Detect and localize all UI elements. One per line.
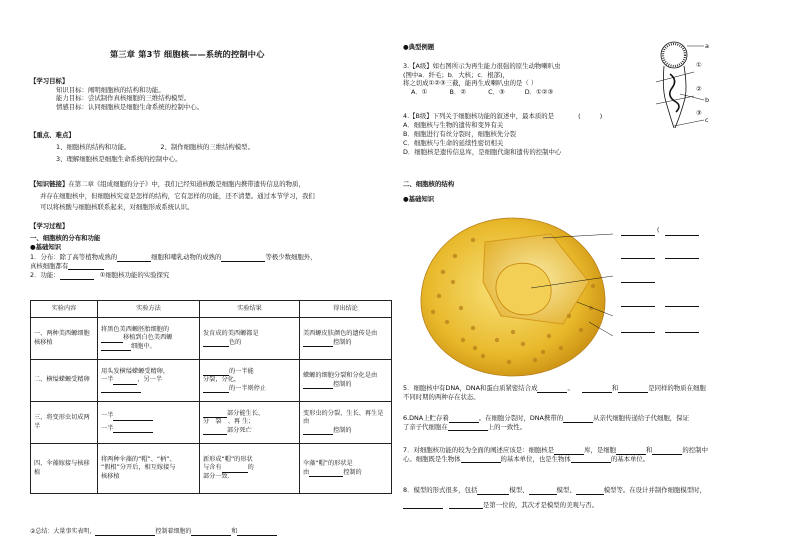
- goal-ability: 能力目标：尝试制作真核细胞的三维结构模型。: [56, 94, 191, 103]
- key-point-3: 3、理解细胞核是细胞生命系统的控制中心。: [56, 155, 182, 164]
- diagram-label-c: c: [705, 116, 709, 124]
- q1-text-b: 细胞和哺乳动物的成熟的: [151, 252, 222, 261]
- row2-content: 二、横缢蝾螈受精卵: [31, 360, 98, 402]
- blank-q6-1[interactable]: [449, 415, 479, 423]
- q3-text-b: (图中a．纤毛；b．大核；c．根部)，: [403, 70, 509, 79]
- key-point-2: 2、制作细胞核的三维结构模型。: [160, 142, 254, 151]
- key-point-1: 1、细胞核的结构和功能。: [56, 142, 131, 151]
- learning-goals: [30, 77, 395, 112]
- q1-text-c: 等极少数细胞外，: [265, 252, 317, 261]
- table-row: [31, 318, 392, 360]
- row3-result: 部分能生长、 分 裂 、再 生； 部分死亡: [200, 402, 300, 444]
- blank-row4-conclusion[interactable]: [309, 469, 343, 477]
- blank-row3-half-a[interactable]: [113, 413, 153, 421]
- q4-option-b[interactable]: B．细胞进行有丝分裂时，细胞核先分裂: [403, 129, 517, 138]
- blank-q1-plant[interactable]: [117, 254, 151, 262]
- key-points: [30, 131, 395, 164]
- section2-heading: 二、细胞核的结构: [403, 180, 455, 188]
- table-row: [31, 360, 392, 402]
- q3-text-a: 3.【A级】如右图所示为再生能力很强的原生动物喇叭虫: [403, 62, 561, 70]
- blank-summary-1[interactable]: [95, 528, 155, 536]
- blank-nucleus-label-2[interactable]: [621, 252, 655, 259]
- typical-examples: [403, 43, 775, 52]
- blank-q7-2[interactable]: [616, 447, 646, 455]
- diagram-label-b: b: [705, 96, 710, 104]
- q4-option-d[interactable]: D．细胞核是遗传信息库，是细胞代谢和遗传的控制中心: [403, 148, 562, 157]
- row1-method: 将黑色美西螈胚胎细胞的 移植到白色美西螈 细胞中。: [98, 318, 200, 360]
- blank-row2-conclusion[interactable]: [303, 381, 333, 389]
- blank-row3-result-b[interactable]: [203, 427, 227, 435]
- goal-knowledge: 知识目标：阐明细胞核的结构和功能。: [56, 85, 165, 94]
- blank-row3-conclusion[interactable]: [303, 427, 333, 435]
- section2-basic-label: ●基础知识: [403, 194, 435, 203]
- row3-content: 三、将变形虫切成两半: [31, 402, 98, 444]
- row4-conclusion: 伞藻“帽”的形状是 由 控制的: [300, 444, 392, 494]
- summary-line: ②总结：大量事实表明， 控制着细胞的 和: [30, 528, 395, 536]
- question-5: 5．细胞核中有DNA，DNA和蛋白质紧密结合成 。 和 是同样的物质在细胞 不同时期的两种存在状态。: [403, 384, 775, 401]
- label-leader-b: [680, 94, 704, 100]
- nucleolus: [496, 263, 551, 315]
- blank-summary-2[interactable]: [191, 528, 231, 536]
- process-heading: 【学习过程】: [30, 222, 69, 230]
- blank-summary-3[interactable]: [237, 528, 277, 536]
- blank-nucleus-label-4b[interactable]: [665, 300, 699, 307]
- blank-row3-half-b[interactable]: [113, 425, 153, 433]
- typical-heading: ●典型例题: [403, 43, 435, 51]
- blank-row1-method[interactable]: [101, 335, 123, 343]
- q1-text-d: 真核细胞都有: [30, 261, 69, 270]
- blank-nucleus-label-5[interactable]: [621, 326, 655, 333]
- blank-q7-4[interactable]: [461, 455, 501, 463]
- blank-q6-3[interactable]: [448, 423, 488, 431]
- row1-conclusion: 美西螈皮肤颜色的遗传是由 控制的: [300, 318, 392, 360]
- protozoan-head-outline: [661, 42, 687, 68]
- blank-q5-3[interactable]: [618, 385, 648, 393]
- diagram-label-a: a: [705, 42, 709, 50]
- row2-conclusion: 蝾螈的细胞分裂和分化是由 控制的: [300, 360, 392, 402]
- section1-heading: 一、细胞核的分布和功能: [30, 233, 101, 242]
- q4-text: 4.【B级】下列关于细胞核功能的叙述中，最本质的是: [403, 112, 555, 120]
- blank-q7-1[interactable]: [554, 447, 584, 455]
- section2-header: [403, 180, 775, 203]
- table-header: 实验内容: [31, 301, 98, 318]
- question-4: [403, 112, 703, 158]
- goals-heading: 【学习目标】: [30, 77, 69, 85]
- row4-method: 将两种伞藻的“帽”、“柄”、 “假根”分开后，相互嫁接与 核移植: [98, 444, 200, 494]
- table-header: 实验方法: [98, 301, 200, 318]
- blank-q6-2[interactable]: [563, 415, 593, 423]
- row4-content: 四、伞藻嫁接与核移植: [31, 444, 98, 494]
- cut-line-2: [656, 96, 694, 104]
- row2-method: 用头发横缢蝾螈受精卵， 一半 ，另一半: [98, 360, 200, 402]
- blank-q1-mammal[interactable]: [221, 254, 265, 262]
- row1-content: 一、两种美西螈细胞核移植: [31, 318, 98, 360]
- blank-q7-3[interactable]: [652, 447, 682, 455]
- row4-result: 新形成“帽”的形状 与含有 的 部分一致.: [200, 444, 300, 494]
- macronucleus-chain: [670, 74, 679, 112]
- row2-result: 的一半能 分裂，分化， 的一半则停止: [200, 360, 300, 402]
- blank-q8-3[interactable]: [576, 487, 604, 495]
- blank-nucleus-label-4[interactable]: [621, 300, 655, 307]
- table-header-row: [31, 301, 392, 318]
- blank-row1-method-2[interactable]: [101, 343, 131, 351]
- experiment-table: [30, 300, 392, 494]
- link-text-3: 可以将核酸与细胞核联系起来，对细胞形成系统认识。: [40, 203, 194, 212]
- q1-text-a: 1．分布：除了高等植物成熟的: [30, 252, 118, 261]
- experiment-table-wrap: [30, 300, 395, 494]
- blank-row4-result[interactable]: [222, 465, 248, 473]
- q4-answer-blank[interactable]: ( ): [578, 112, 603, 120]
- blank-q7-5[interactable]: [571, 455, 611, 463]
- diagram-label-2: ②: [696, 85, 702, 93]
- key-heading: 【重点、难点】: [30, 131, 75, 139]
- blank-nucleus-label-5b[interactable]: [665, 326, 699, 333]
- q3-option-a[interactable]: A．①: [411, 87, 428, 96]
- table-row: [31, 402, 392, 444]
- q3-option-d[interactable]: D．①②③: [524, 87, 554, 96]
- blank-q8-4[interactable]: [403, 501, 443, 509]
- blank-q8-5[interactable]: [449, 501, 483, 509]
- blank-q1-nucleus[interactable]: [68, 262, 104, 270]
- blank-row2-half-a[interactable]: [113, 377, 137, 385]
- blank-q8-1[interactable]: [477, 487, 509, 495]
- q4-option-c[interactable]: C．细胞核与生命的延续性密切相关: [403, 139, 504, 148]
- basic-knowledge-label: ●基础知识: [30, 243, 62, 252]
- question-8: 8．模型的形式很多，包括 模型、 模型、 模型等。在设计并制作细胞模型时， 是第一位的，其次才是模型的美观与否。: [403, 486, 706, 509]
- blank-row1-result[interactable]: [203, 339, 229, 347]
- table-header: 实验结果: [200, 301, 300, 318]
- nucleus-label-paren: (: [657, 227, 660, 234]
- blank-q5-1[interactable]: [537, 385, 567, 393]
- knowledge-link: [30, 180, 395, 212]
- row3-conclusion: 变形虫的分裂、生长、再生是由 控制的: [300, 402, 392, 444]
- row3-method: 一半 一半: [98, 402, 200, 444]
- q3-options: [403, 88, 653, 97]
- blank-q5-2[interactable]: [582, 385, 612, 393]
- row1-result: 发育成的美西螈都是 色的: [200, 318, 300, 360]
- link-text-1: 在第二章《组成细胞的分子》中，我们已经知道核酸是细胞内携带遗传信息的物质，: [68, 180, 305, 188]
- blank-nucleus-label-3[interactable]: [621, 276, 655, 283]
- q2-text-a: 2．功能：: [30, 271, 60, 280]
- q3-text-c: 将之切成①②③三截，能再生成喇叭虫的是（ ）: [403, 79, 538, 88]
- goal-emotion: 情感目标：认同细胞核是细胞生命系统的控制中心。: [56, 102, 203, 111]
- diagram-label-3: ③: [696, 109, 702, 117]
- blank-nucleus-label-2b[interactable]: [665, 252, 699, 259]
- cilia-ring: [663, 44, 685, 66]
- q3-option-c[interactable]: C．③: [488, 87, 505, 96]
- blank-row1-conclusion[interactable]: [303, 339, 333, 347]
- diagram-label-1: ①: [696, 61, 702, 69]
- nucleus-structure-illustration: [413, 212, 613, 380]
- blank-nucleus-label-1b[interactable]: [665, 229, 699, 236]
- learning-process: [30, 222, 395, 280]
- table-row: [31, 444, 392, 494]
- q3-option-b[interactable]: B．②: [449, 87, 467, 96]
- q4-option-a[interactable]: A．细胞核与生物的遗传和变异有关: [403, 120, 504, 129]
- link-heading: 【知识链接】: [30, 180, 69, 188]
- link-text-2: 并存在细胞核中，但细胞核究竟是怎样的结构，它有怎样的功能，还不清楚。通过本节学习，我们: [40, 191, 315, 200]
- table-header: 得出结论: [300, 301, 392, 318]
- blank-q8-2[interactable]: [529, 487, 557, 495]
- q2-text-b: ①细胞核功能的实验探究: [99, 271, 170, 280]
- question-6: 6.DNA上贮存着 。在细胞分裂时，DNA携带的 从亲代细胞传递给子代细胞，保证 了亲子代细胞在 上的一致性。: [403, 414, 689, 431]
- question-7: 7．对细胞核功能的较为全面的阐述应该是：细胞核是 库，是细胞 和 的控制中 心。细胞既是生物体 的基本单位，也是生物体 的基本单位。: [403, 446, 708, 463]
- blank-q2-function[interactable]: [60, 272, 94, 280]
- question-3: [403, 62, 653, 97]
- page-title: 第三章 第3节 细胞核——系统的控制中心: [110, 49, 265, 59]
- blank-nucleus-label-1[interactable]: [621, 229, 655, 236]
- q5-text-e: 不同时期的两种存在状态。: [403, 392, 480, 401]
- blank-row2-half-b[interactable]: [101, 385, 141, 393]
- blank-row2-result-b[interactable]: [203, 385, 229, 393]
